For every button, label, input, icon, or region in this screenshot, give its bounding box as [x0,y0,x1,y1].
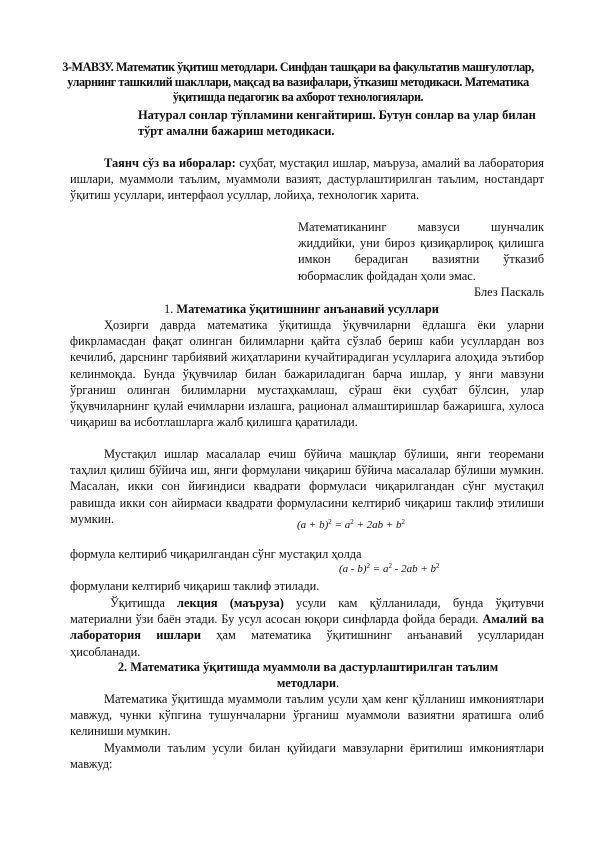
section1-paragraph-3: формула келтириб чиқарилгандан сўнг мустақил ҳолда [70,547,362,561]
epigraph-author: Блез Паскаль [474,285,544,299]
epigraph-quote: Математиканинг мавзуси шунчалик жиддийки, уни бироз қизиқарлироқ қилишга имкон берадиган вазиятни ўтказиб юбормаслик фойдадан ҳоли эмас. [298,220,544,283]
section1-paragraph-1: Ҳозирги даврда математика ўқитишда ўқувчиларни ёдлашга ёки уларни фикрламасдан фақат олинган билимларни қайта сўзлаб бериш каби усуллардан воз кечилиб, дарснинг тарбиявий жиҳатларини кучайтирадиган усулларига алоҳида эътибор келинмоқда. Бунда ўқувчилар билан бажариладиган барча ишлар, у янги мавзуни ўрганиш олинган билимларни мустаҳкамлаш, сўраш ёки суҳбат бўлсин, улар ўқувчиларнинг қулай ечимларни излашга, рационал алмаштиришлар бажаришга, хулоса чиқариш ва исботлашларга жалб қилишга қаратилади. [70,318,544,430]
formula-sum-square: $(a + b)^2 = a^2 + 2ab + b^2$ [297,518,406,531]
keywords-text: суҳбат, мустақил ишлар, маъруза, амалий ва лаборатория ишлари, муаммоли таълим, муаммоли вазият, дастурлаштирилган таълим, ностандарт ўқитиш усуллари, интерфаол усуллар, лойиҳа, технологик харита. [70,156,545,203]
section2-paragraph-1: Математика ўқитишда муаммоли таълим усули ҳам кенг қўлланиш имкониятлари мавжуд, чунки кўпгина тушунчаларни ўрганиш муаммоли вазиятни яратишга олиб келиниши мумкин. [70,692,544,739]
section2-heading: 2. Математика ўқитишда муаммоли ва дастурлаштирилган таълим методлари. [117,660,499,691]
keywords-label: Таянч сўз ва иборалар: [104,156,236,170]
section1-paragraph-4: формулани келтириб чиқариш таклиф этилади. [70,579,320,593]
topic-title: 3-МАВЗУ. Математик ўқитиш методлари. Синфдан ташқари ва факультатив машғулотлар, уларнинг ташкилий шакллари, мақсад ва вазифалари, ўтказиш методикаси. Математика ўқитишда педагогик ва ахборот технологиялари. [62,60,534,104]
section1-paragraph-2: Мустақил ишлар масалалар ечиш бўйича машқлар бўлиши, янги теоремани таҳлил қилиш бўйича иш, янги формулани чиқариш бўйича масалалар бўлиши мумкин. Масалан, икки сон йиғиндиси квадрати формуласи чиқарилгандан сўнг мустақил равишда икки сон айирмаси квадрати формуласини келтириб чиқариш таклиф этилиши мумкин. [70,447,544,526]
section1-paragraph-5: Ўқитишда лекция (маъруза) усули кам қўлланилади, бунда ўқитувчи материални ўзи баён этади. Бу усул асосан юқори синфларда фойда беради. Амалий ва лаборатория ишлари ҳам математика ўқитишнинг анъанавий усулларидан ҳисобланади. [70,596,544,659]
topic-subtitle: Натурал сонлар тўпламини кенгайтириш. Бутун сонлар ва улар билан тўрт амални бажариш методикаси. [138,108,536,138]
section1-heading-number: 1. [164,302,177,316]
section1-heading [164,301,439,317]
keywords-paragraph [70,155,544,204]
formula-difference-square: $(a - b)^2 = a^2 - 2ab + b^2$ [339,562,440,575]
section2-paragraph-2: Муаммоли таълим усули билан қуйидаги мавзуларни ёритилиш имкониятлари мавжуд: [70,741,544,772]
section1-heading-text: Математика ўқитишнинг анъанавий усуллари [176,302,439,316]
